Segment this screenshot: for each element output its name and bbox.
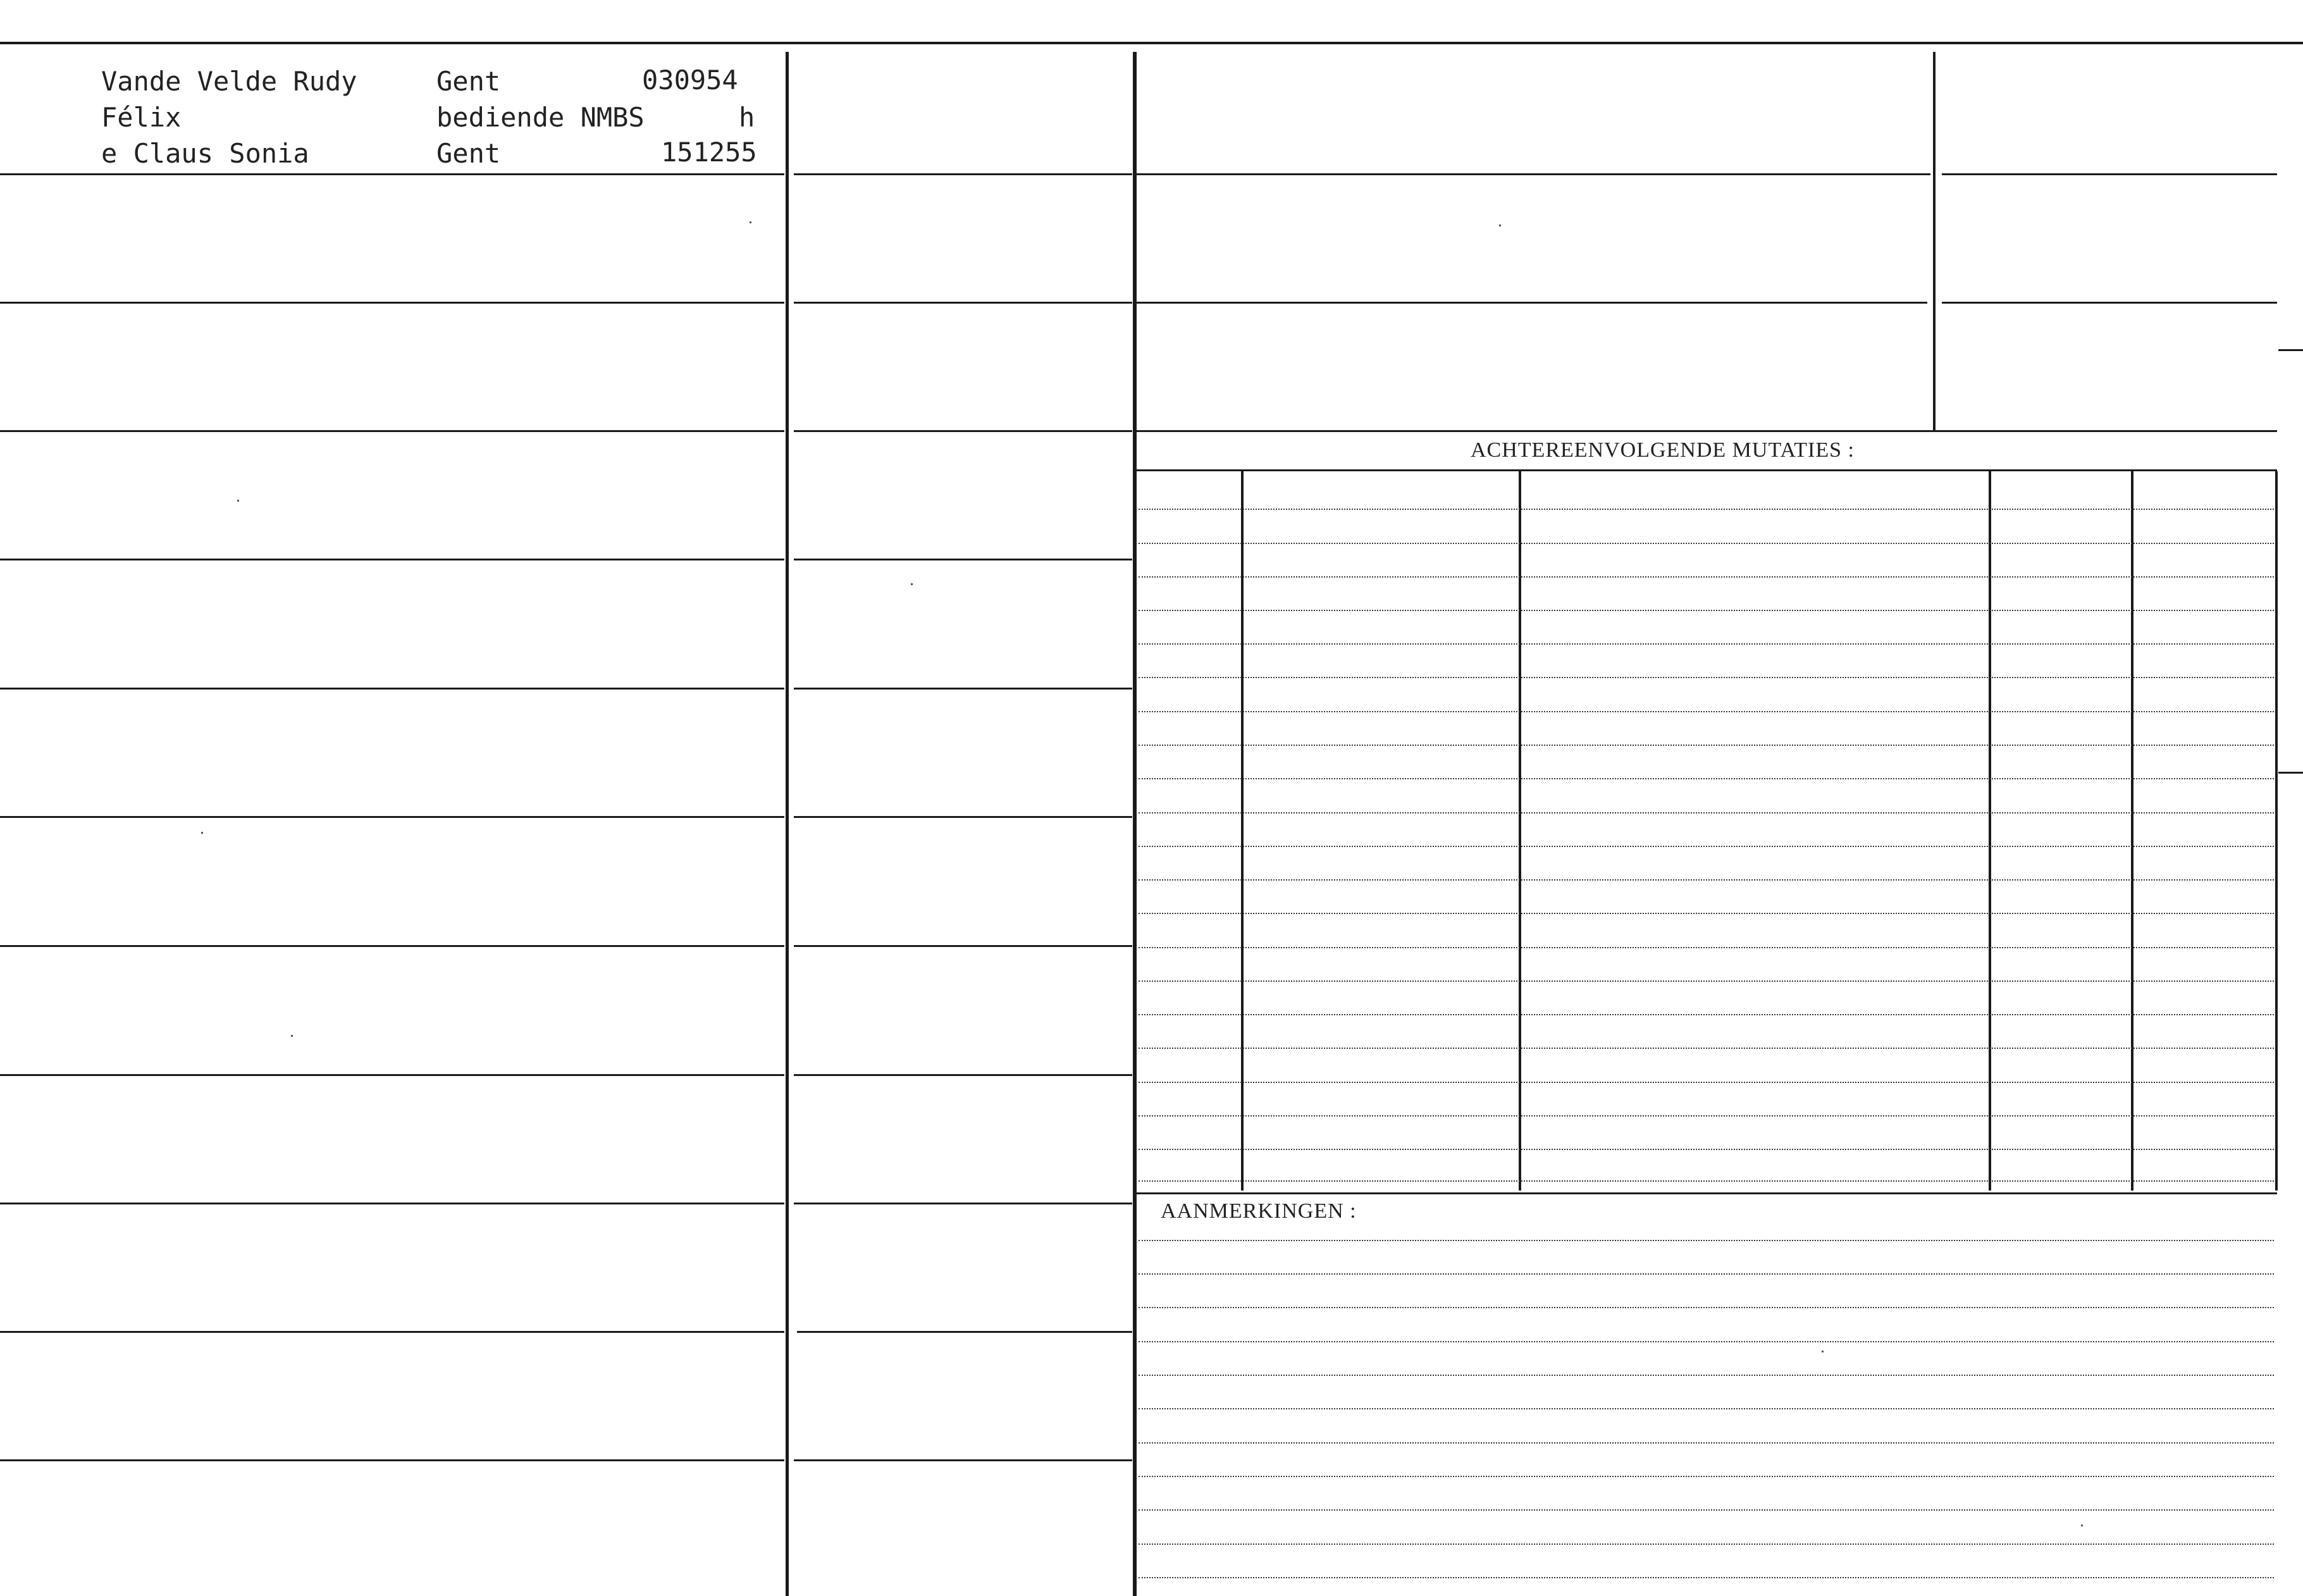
remark-line <box>1139 1543 2274 1545</box>
mutation-line <box>1139 846 2274 847</box>
upper-row-rule <box>1942 173 2277 175</box>
scan-speck <box>1822 1351 1824 1352</box>
mutations-heading: ACHTEREENVOLGENDE MUTATIES : <box>1471 438 1855 462</box>
remark-line <box>1139 1476 2274 1477</box>
mutation-line <box>1139 1149 2274 1150</box>
left-row-rule <box>0 430 784 432</box>
top-border-line <box>0 42 2303 44</box>
left-row-rule <box>0 1331 784 1333</box>
mutation-line <box>1139 947 2274 948</box>
left-row-rule <box>0 1203 784 1204</box>
remark-line <box>1139 1577 2274 1578</box>
entry-occupation-line2: bediende NMBS <box>436 102 645 133</box>
scan-speck <box>291 1035 293 1037</box>
mutation-line <box>1139 643 2274 645</box>
left-row-rule <box>0 173 784 175</box>
scan-speck <box>911 583 913 585</box>
mutation-line <box>1139 913 2274 914</box>
mutation-line <box>1139 1115 2274 1117</box>
scan-speck <box>1499 225 1501 226</box>
upper-row-rule <box>1137 302 1927 304</box>
mutations-col-divider <box>2275 471 2278 1191</box>
left-row-rule <box>0 688 784 690</box>
upper-column-divider <box>1933 52 1936 430</box>
edge-tick <box>2278 349 2303 351</box>
scan-speck <box>201 832 203 834</box>
scan-speck <box>237 500 239 502</box>
mid-row-rule <box>794 559 1132 560</box>
left-row-rule <box>0 945 784 947</box>
edge-tick <box>2278 772 2303 774</box>
mutation-line <box>1139 711 2274 712</box>
mid-row-rule <box>794 302 1132 304</box>
mid-row-rule <box>794 688 1132 690</box>
entry-date-line3: 151255 <box>661 137 757 168</box>
mutations-bottom-rule <box>1137 1192 2277 1194</box>
scan-speck <box>750 221 751 223</box>
mutation-line <box>1139 778 2274 779</box>
remark-line <box>1139 1240 2274 1241</box>
remark-line <box>1139 1375 2274 1376</box>
upper-block-bottom-rule <box>1137 430 2277 432</box>
mutation-line <box>1139 509 2274 510</box>
mid-row-rule <box>794 945 1132 947</box>
mutation-line <box>1139 1014 2274 1015</box>
remark-line <box>1139 1273 2274 1275</box>
column-divider <box>786 52 789 1596</box>
left-row-rule <box>0 1074 784 1076</box>
mutation-line <box>1139 812 2274 813</box>
entry-mark-line2: h <box>739 102 755 133</box>
left-row-rule <box>0 1459 784 1461</box>
mid-row-rule <box>794 1074 1132 1076</box>
mutation-line <box>1139 1048 2274 1049</box>
scan-speck <box>2081 1525 2083 1526</box>
mutation-line <box>1139 610 2274 611</box>
upper-row-rule <box>1942 302 2277 304</box>
mutation-line <box>1139 879 2274 881</box>
remark-line <box>1139 1408 2274 1409</box>
mid-row-rule <box>794 173 1132 175</box>
entry-name-line3: e Claus Sonia <box>101 138 309 169</box>
column-divider <box>1133 52 1137 1596</box>
remarks-heading: AANMERKINGEN : <box>1161 1199 1357 1223</box>
left-row-rule <box>0 302 784 304</box>
mid-row-rule <box>794 1459 1132 1461</box>
mutation-line <box>1139 1082 2274 1083</box>
mutation-line <box>1139 745 2274 746</box>
entry-date-line1: 030954 <box>642 65 738 96</box>
mutations-top-rule <box>1137 469 2277 471</box>
mutation-line <box>1139 543 2274 544</box>
left-row-rule <box>0 559 784 560</box>
entry-name-line2: Félix <box>101 102 182 133</box>
remark-line <box>1139 1509 2274 1511</box>
mutation-line <box>1139 1180 2274 1182</box>
mutation-line <box>1139 677 2274 678</box>
mid-row-rule <box>797 1331 1132 1333</box>
upper-row-rule <box>1137 173 1930 175</box>
remark-line <box>1139 1341 2274 1342</box>
mid-row-rule <box>794 816 1132 818</box>
left-row-rule <box>0 816 784 818</box>
mid-row-rule <box>794 1203 1132 1204</box>
entry-name-line1: Vande Velde Rudy <box>101 66 357 97</box>
mutation-line <box>1139 980 2274 982</box>
entry-place-line3: Gent <box>436 138 501 169</box>
remark-line <box>1139 1307 2274 1308</box>
entry-place-line1: Gent <box>436 66 501 97</box>
remark-line <box>1139 1442 2274 1444</box>
mid-row-rule <box>794 430 1132 432</box>
mutation-line <box>1139 576 2274 578</box>
